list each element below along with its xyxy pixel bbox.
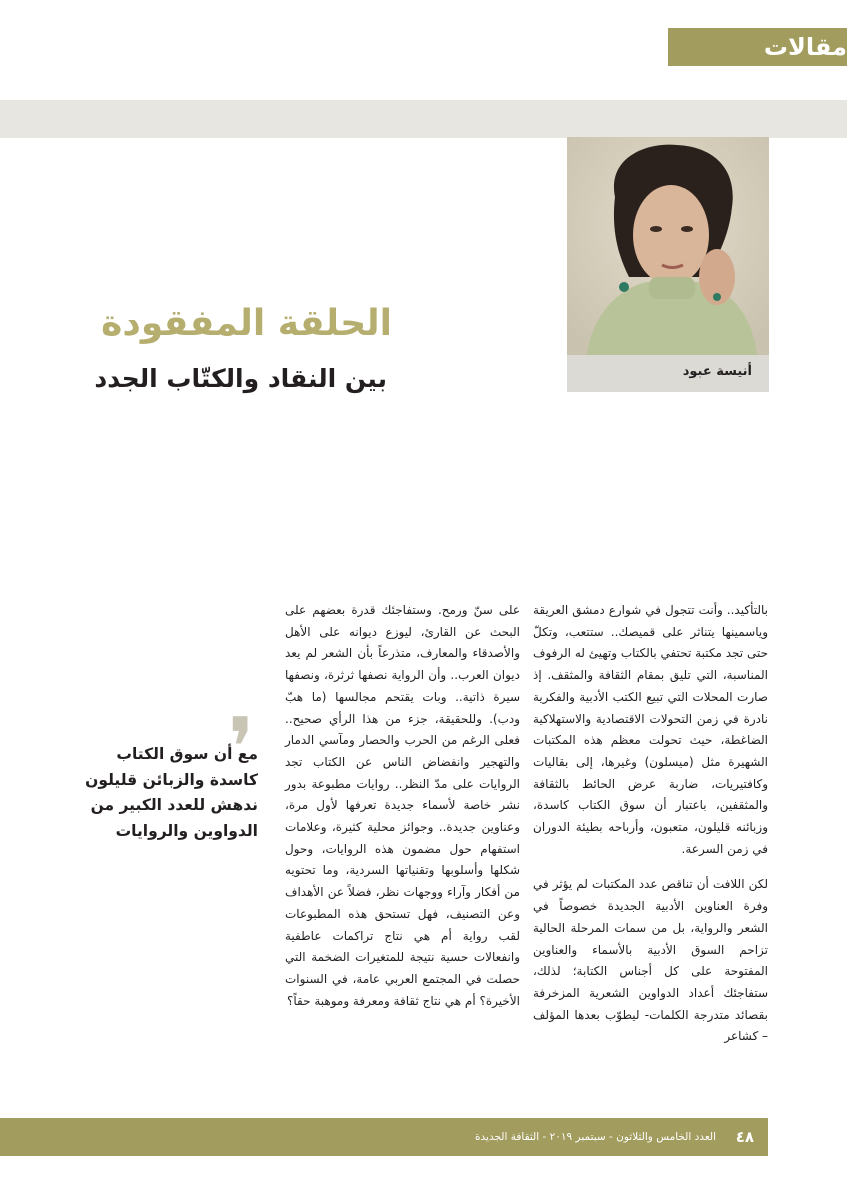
author-portrait-image	[567, 137, 769, 355]
section-tab	[668, 28, 847, 66]
footer-issue-text: العدد الخامس والثلاثون - سبتمبر ٢٠١٩ - الثقافة الجديدة	[475, 1131, 716, 1143]
header-band	[0, 100, 847, 138]
author-photo	[567, 137, 769, 355]
author-photo-frame	[567, 137, 769, 392]
paragraph: على سنّ ورمح. وستفاجئك قدرة بعضهم على البحث عن القارئ، ليوزع ديوانه على الأهل والأصدقاء والمعارف، متذرعاً بأن الشعر لم يعد ديوان العرب.. وأن الرواية نصفها ثرثرة، ونصفها سيرة ذاتية.. وبات يقتحم مجالسها (ما هبّ ودب). وللحقيقة، جزء من هذا الرأي صحيح.. فعلى الرغم من الحرب والحصار ومآسي الدمار والتهجير وانفضاض الناس عن الكتاب تجد الروايات على مدّ النظر.. روايات مطبوعة بدور نشر خاصة لأسماء جديدة تعرفها لأول مرة، وعناوين جديدة.. وجوائز محلية كثيرة، وعلامات استفهام حول مضمون هذه الروايات، وحول شكلها وأسلوبها وتقنياتها السردية، وما تحتويه من أفكار وآراء ووجهات نظر، فضلاً عن الأهداف وعن التصنيف، فهل تستحق هذه المطبوعات لقب رواية أم هي نتاج تراكمات عاطفية وانفعالات حسية نتيجة للمتغيرات الضخمة التي حصلت في المجتمع العربي عامة، في السنوات الأخيرة؟ أم هي نتاج ثقافة ومعرفة وموهبة حقاً؟	[285, 603, 520, 1008]
photo-caption: أنيسة عبود	[682, 364, 752, 379]
quote-mark-icon: ❜	[228, 701, 255, 796]
article-subtitle: بين النقاد والكتّاب الجدد	[94, 364, 387, 393]
section-label: مقالات	[763, 33, 847, 61]
pullquote: مع أن سوق الكتاب كاسدة والزبائن قليلون ندهش للعدد الكبير من الدواوين والروايات	[85, 745, 258, 840]
paragraph: بالتأكيد.. وأنت تتجول في شوارع دمشق العريقة وياسمينها يتناثر على قميصك.. ستتعب، وتكلّ حتى تجد مكتبة تحتفي بالكتاب وتهيئ له الرفوف المناسبة، التي تليق بمقام الثقافة والمثقف. إذ صارت المحلات التي تبيع الكتب الأدبية والفكرية نادرة في زمن التحولات الاقتصادية والاستهلاكية الضاغطة، حيث تحولت معظم هذه المكتبات الشهيرة مثل (ميسلون) وغيرها، إلى بقاليات وكافتيريات، ضاربة عرض الحائط بالثقافة والمثقفين، باعتبار أن سوق الكتاب كاسدة، وزبائنه قليلون، متعبون، وأرباحه بطيئة الدوران في زمن السرعة.	[533, 603, 768, 856]
page-number: ٤٨	[735, 1128, 754, 1146]
article-column-middle	[285, 600, 520, 1012]
article-title: الحلقة المفقودة	[101, 303, 392, 344]
footer-bar	[0, 1118, 768, 1156]
paragraph: لكن اللافت أن تناقص عدد المكتبات لم يؤثر في وفرة العناوين الأدبية الجديدة خصوصاً في الشعر والرواية، بل من سمات المرحلة الحالية تزاحم السوق الأدبية بالأسماء والعناوين المفتوحة على كل أجناس الكتابة؛ لذلك، ستفاجئك أعداد الدواوين الشعرية المزخرفة بقصائد متدرجة الكلمات- ليطوّب بعدها المؤلف – كشاعر	[533, 877, 768, 1044]
article-column-right	[533, 600, 768, 1048]
